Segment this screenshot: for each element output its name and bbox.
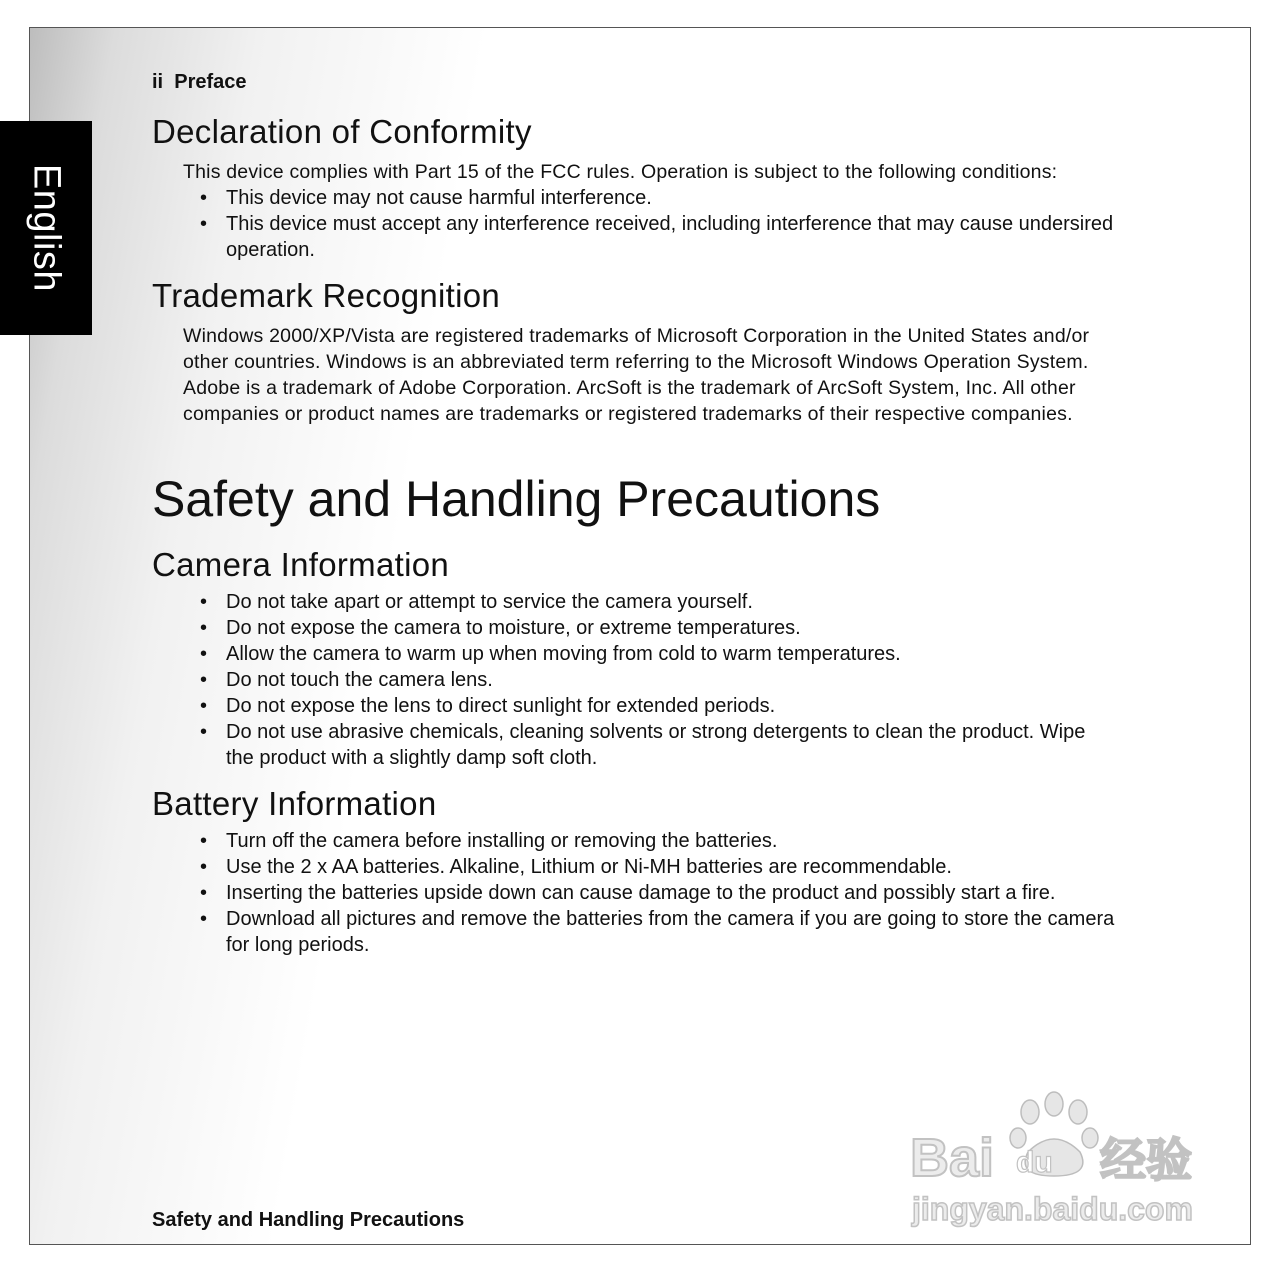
list-item: • Do not expose the lens to direct sunlight for extended periods. bbox=[200, 695, 776, 717]
baidu-watermark-logo bbox=[908, 1090, 1208, 1230]
safety-title: Safety and Handling Precautions bbox=[152, 471, 881, 527]
declaration-title: Declaration of Conformity bbox=[152, 113, 532, 150]
bullet-icon: • bbox=[200, 830, 208, 852]
list-item: • Download all pictures and remove the batteries from the camera if you are going to store the camera for long periods. bbox=[200, 908, 1115, 956]
language-tab-label: English bbox=[25, 163, 68, 293]
bullet-icon: • bbox=[200, 721, 208, 743]
svg-text:jingyan.baidu.com: jingyan.baidu.com bbox=[912, 1191, 1193, 1227]
list-item: • Do not expose the camera to moisture, or extreme temperatures. bbox=[200, 617, 801, 639]
list-item: • This device may not cause harmful interference. bbox=[200, 187, 652, 209]
bullet-icon: • bbox=[200, 591, 208, 613]
battery-title: Battery Information bbox=[152, 785, 437, 822]
list-item: • This device must accept any interference received, including interference that may cause undersired operation. bbox=[200, 213, 1114, 261]
bullet-icon: • bbox=[200, 617, 208, 639]
bullet-icon: • bbox=[200, 669, 208, 691]
declaration-list bbox=[200, 185, 1140, 263]
list-item: • Do not touch the camera lens. bbox=[200, 669, 493, 691]
bullet-icon: • bbox=[200, 213, 208, 235]
trademark-text: Windows 2000/XP/Vista are registered trademarks of Microsoft Corporation in the United States and/or other countries. Windows is an abbreviated term referring to the Microsoft Windows Operation System. Adobe is a trademark of Adobe Corporation. ArcSoft is the trademark of ArcSoft System, Inc. All other companies or product names are trademarks or registered trademarks of their respective companies. bbox=[183, 325, 1090, 425]
svg-text:Bai: Bai bbox=[910, 1128, 995, 1188]
page-footer: Safety and Handling Precautions bbox=[152, 1209, 465, 1231]
bullet-icon: • bbox=[200, 695, 208, 717]
list-item: • Do not use abrasive chemicals, cleaning solvents or strong detergents to clean the product. Wipe the product with a slightly damp soft cloth. bbox=[200, 721, 1086, 769]
declaration-intro: This device complies with Part 15 of the FCC rules. Operation is subject to the following conditions: bbox=[183, 161, 1058, 183]
list-item: • Allow the camera to warm up when moving from cold to warm temperatures. bbox=[200, 643, 901, 665]
bullet-icon: • bbox=[200, 856, 208, 878]
list-item: • Turn off the camera before installing or removing the batteries. bbox=[200, 830, 778, 852]
battery-list bbox=[200, 828, 1125, 958]
list-item: • Use the 2 x AA batteries. Alkaline, Lithium or Ni-MH batteries are recommendable. bbox=[200, 856, 952, 878]
list-item: • Do not take apart or attempt to service the camera yourself. bbox=[200, 591, 753, 613]
bullet-icon: • bbox=[200, 643, 208, 665]
bullet-icon: • bbox=[200, 908, 208, 930]
list-item: • Inserting the batteries upside down can cause damage to the product and possibly start a fire. bbox=[200, 882, 1056, 904]
trademark-title: Trademark Recognition bbox=[152, 277, 501, 314]
svg-text:du: du bbox=[1016, 1146, 1053, 1179]
bullet-icon: • bbox=[200, 882, 208, 904]
bullet-icon: • bbox=[200, 187, 208, 209]
svg-text:经验: 经验 bbox=[1100, 1133, 1192, 1187]
camera-title: Camera Information bbox=[152, 546, 450, 583]
camera-list bbox=[200, 589, 1100, 771]
language-tab bbox=[0, 121, 92, 335]
page-header: ii Preface bbox=[152, 71, 247, 93]
